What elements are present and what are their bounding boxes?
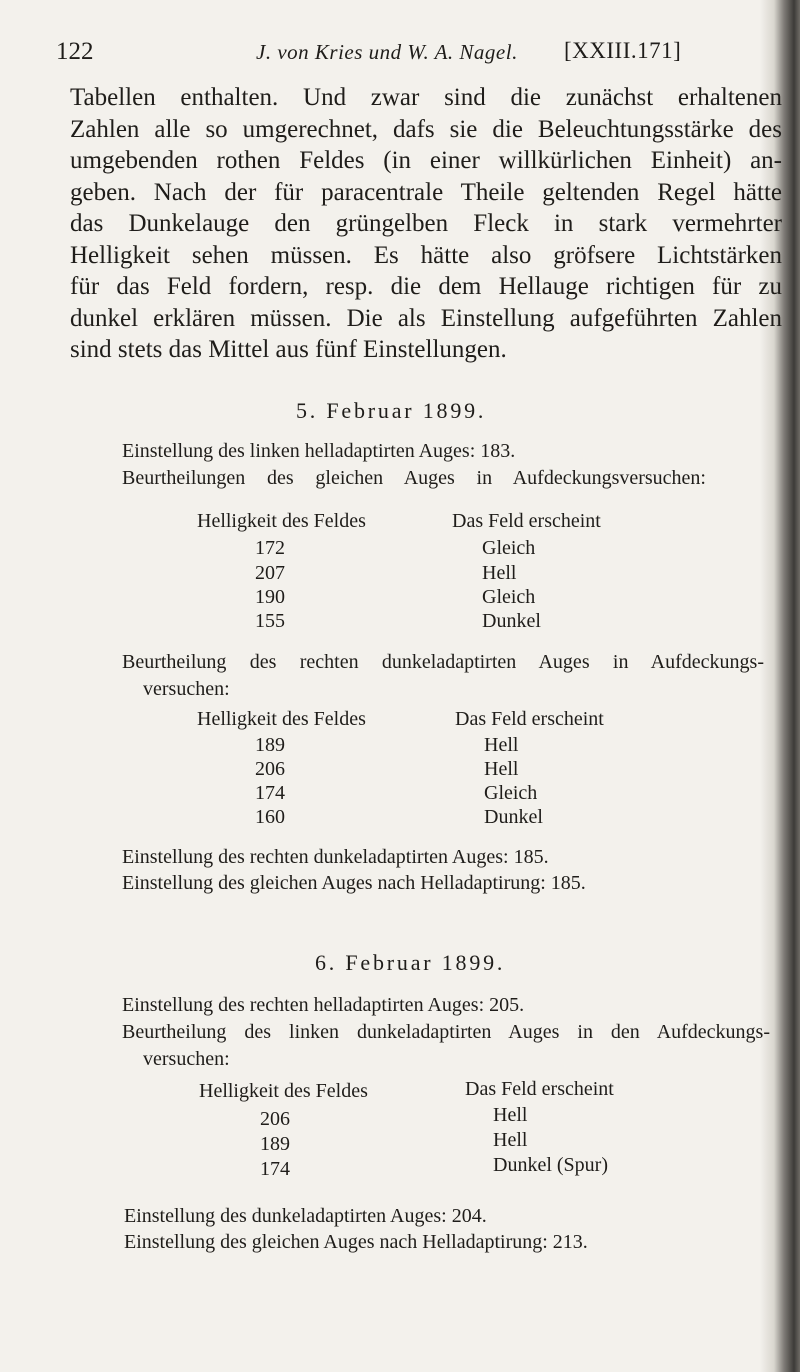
intro-paragraph	[70, 82, 782, 366]
text-line: für das Feld fordern, resp. die dem Hellauge richtigen für zu	[70, 273, 782, 300]
assessment-line: versuchen:	[143, 1048, 230, 1070]
brightness-value: 190	[255, 586, 285, 608]
appearance-value: Hell	[484, 758, 519, 780]
running-title: J. von Kries und W. A. Nagel.	[256, 40, 518, 64]
text-line: das Dunkelauge den grüngelben Fleck in stark vermehrter	[70, 210, 782, 237]
final-setting-line: Einstellung des rechten dunkeladaptirten Auges: 185.	[122, 846, 549, 868]
text-line: sind stets das Mittel aus fünf Einstellungen.	[70, 336, 507, 363]
brightness-value: 206	[260, 1108, 290, 1130]
page-header	[56, 38, 776, 68]
appearance-value: Gleich	[482, 586, 536, 608]
assessment-line: versuchen:	[143, 678, 230, 700]
brightness-value: 206	[255, 758, 285, 780]
appearance-value: Dunkel	[482, 610, 541, 632]
appearance-value: Gleich	[482, 537, 536, 559]
setting-line: Einstellung des rechten helladaptirten Auges: 205.	[122, 994, 525, 1016]
text-line: Tabellen enthalten. Und zwar sind die zunächst erhaltenen	[70, 84, 782, 111]
assessment-line: Beurtheilung des linken dunkeladaptirten Auges in den Aufdeckungs-	[122, 1021, 770, 1043]
column-header-brightness: Helligkeit des Feldes	[197, 708, 366, 730]
text-line: Zahlen alle so umgerechnet, dafs sie die Beleuchtungsstärke des	[70, 115, 782, 143]
brightness-value: 172	[255, 537, 285, 559]
page-number: 122	[56, 38, 94, 65]
appearance-value: Hell	[484, 734, 519, 756]
brightness-value: 189	[255, 734, 285, 756]
section-date: 5. Februar 1899.	[296, 398, 487, 423]
text-line: dunkel erklären müssen. Die als Einstellung aufgeführten Zahlen	[70, 304, 782, 332]
text-line: geben. Nach der für paracentrale Theile geltenden Regel hätte	[70, 178, 782, 206]
setting-line: Einstellung des linken helladaptirten Auges: 183.	[122, 440, 516, 462]
appearance-value: Hell	[482, 562, 517, 584]
section-date: 6. Februar 1899.	[315, 950, 506, 975]
brightness-value: 160	[255, 806, 285, 828]
assessment-line: Beurtheilung des rechten dunkeladaptirten Auges in Aufdeckungs-	[122, 651, 764, 673]
assessment-line: Beurtheilungen des gleichen Auges in Aufdeckungsversuchen:	[122, 467, 706, 489]
column-header-appearance: Das Feld erscheint	[452, 510, 601, 532]
final-setting-line: Einstellung des gleichen Auges nach Helladaptirung: 185.	[122, 872, 586, 894]
volume-reference: [XXIII.171]	[564, 38, 682, 63]
text-line: umgebenden rothen Feldes (in einer willkürlichen Einheit) an-	[70, 147, 782, 174]
final-setting-line: Einstellung des dunkeladaptirten Auges: 204.	[124, 1205, 487, 1227]
column-header-brightness: Helligkeit des Feldes	[197, 510, 366, 532]
text-line: Helligkeit sehen müssen. Es hätte also gröfsere Lichtstärken	[70, 241, 782, 269]
appearance-value: Dunkel (Spur)	[493, 1154, 608, 1176]
appearance-value: Hell	[493, 1104, 528, 1126]
brightness-value: 189	[260, 1133, 290, 1155]
column-header-appearance: Das Feld erscheint	[455, 708, 604, 730]
final-setting-line: Einstellung des gleichen Auges nach Helladaptirung: 213.	[124, 1231, 588, 1253]
appearance-value: Gleich	[484, 782, 538, 804]
brightness-value: 155	[255, 610, 285, 632]
appearance-value: Dunkel	[484, 806, 543, 828]
brightness-value: 174	[260, 1158, 290, 1180]
column-header-appearance: Das Feld erscheint	[465, 1078, 614, 1100]
brightness-value: 174	[255, 782, 285, 804]
appearance-value: Hell	[493, 1129, 528, 1151]
brightness-value: 207	[255, 562, 285, 584]
column-header-brightness: Helligkeit des Feldes	[199, 1080, 368, 1102]
